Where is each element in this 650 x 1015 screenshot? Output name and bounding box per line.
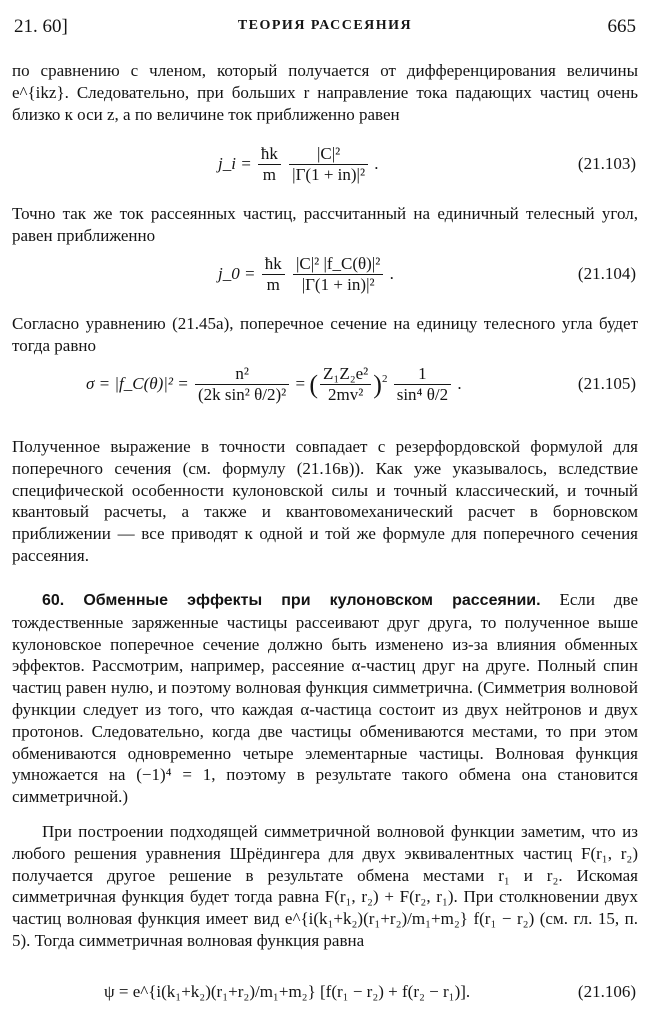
equation-21-104 bbox=[0, 250, 650, 300]
paragraph-5-text: Если две тождественные заряженные частицы рассеивают друг друга, то полученное выше кулоновское поперечное сечение должно быть изменено из-за влияния обменных эффектов. Рассмотрим, например, рассеяние α-частиц друг на друге. Полный спин частиц равен нулю, и поэтому волновая функция симметрична. (Симметрия волновой функции следует из того, что каждая α-частица состоит из двух нейтронов и двух протонов. Следовательно, когда две частицы обмениваются местами, то при этом обмениваются одновременно четыре элементарные частицы. Волновая функция умножается на (−1)⁴ = 1, поэтому в результате такого обмена она становится симметричной.) bbox=[12, 590, 639, 807]
eq105-den3: sin⁴ θ/2 bbox=[394, 384, 451, 405]
equation-21-105-number: (21.105) bbox=[577, 374, 636, 393]
eq105-frac-2 bbox=[320, 364, 371, 406]
running-title: ТЕОРИЯ РАССЕЯНИЯ bbox=[237, 18, 413, 33]
eq105-frac-1 bbox=[195, 364, 289, 406]
eq103-tail: . bbox=[374, 153, 379, 173]
equation-21-103 bbox=[0, 140, 650, 190]
eq103-lhs: j_i = bbox=[218, 153, 252, 173]
eq105-close-paren: ) bbox=[373, 369, 382, 399]
eq105-open-paren: ( bbox=[309, 369, 319, 399]
paragraph-2 bbox=[12, 203, 638, 247]
eq104-den: m bbox=[262, 274, 285, 295]
section-heading-60: 60. Обменные эффекты при кулоновском рассеянии. bbox=[42, 592, 541, 609]
paragraph-4-text: Полученное выражение в точности совпадает с резерфордовской формулой для поперечного сечения (см. формулу (21.16в)). Как уже указывалось, вследствие специфической особенности кулоновской силы и точный классический, и точный квантовый расчеты, а также и квантовомеханический расчет в борновском приближении — все приводят к одной и той же формуле для поперечного сечения рассеяния. bbox=[12, 437, 638, 565]
eq103-num2: |C|² bbox=[316, 144, 341, 163]
eq104-den2: |Γ(1 + in)|² bbox=[293, 274, 383, 295]
equation-21-103-formula bbox=[218, 144, 379, 186]
paragraph-4 bbox=[12, 436, 638, 567]
eq103-den: m bbox=[258, 164, 281, 185]
eq105-mid: = bbox=[295, 373, 306, 393]
eq104-frac-2 bbox=[293, 254, 383, 296]
eq103-frac-1 bbox=[258, 144, 281, 186]
equation-21-104-number: (21.104) bbox=[577, 264, 636, 283]
paragraph-1-text: по сравнению с членом, который получается от дифференцирования величины e^{ikz}. Следовательно, при больших r направление тока падающих частиц очень близко к оси z, а по величине ток приближенно равен bbox=[12, 61, 638, 124]
paragraph-1 bbox=[12, 60, 638, 125]
equation-21-105-formula bbox=[86, 364, 462, 406]
eq104-tail: . bbox=[389, 263, 394, 283]
eq105-num: n² bbox=[235, 364, 249, 383]
paragraph-6-text: При построении подходящей симметричной волновой функции заметим, что из любого решения уравнения Шрёдингера для двух эквивалентных частиц F(r₁, r₂) получается другое решение в результате обмена местами r₁ и r₂. Искомая симметричная функция будет тогда равна F(r₁, r₂) + F(r₂, r₁). При столкновении двух частиц волновая функция имеет вид e^{i(k₁+k₂)(r₁+r₂)/m₁+m₂} f(r₁ − r₂) (см. гл. 15, п. 5). Тогда симметричная волновая функция равна bbox=[12, 822, 638, 950]
eq104-num2: |C|² |f_C(θ)|² bbox=[295, 254, 381, 273]
eq104-num: ħk bbox=[264, 254, 282, 273]
eq103-frac-2 bbox=[289, 144, 368, 186]
equation-21-104-formula bbox=[218, 254, 394, 296]
eq105-lhs: σ = |f_C(θ)|² = bbox=[86, 373, 189, 393]
paragraph-3-text: Согласно уравнению (21.45а), поперечное сечение на единицу телесного угла будет тогда равно bbox=[12, 314, 638, 355]
eq105-frac-3 bbox=[394, 364, 451, 406]
equation-21-105 bbox=[0, 360, 650, 426]
eq105-den: (2k sin² θ/2)² bbox=[195, 384, 289, 405]
eq104-frac-1 bbox=[262, 254, 285, 296]
eq105-square: 2 bbox=[381, 373, 388, 386]
page-number: 665 bbox=[607, 16, 636, 37]
page-reference: 21. 60] bbox=[14, 16, 68, 37]
equation-21-106 bbox=[0, 982, 650, 1010]
paragraph-3 bbox=[12, 313, 638, 357]
eq104-lhs: j_0 = bbox=[218, 263, 256, 283]
eq103-den2: |Γ(1 + in)|² bbox=[289, 164, 368, 185]
paragraph-5 bbox=[12, 589, 638, 808]
eq105-num2: Z₁Z₂e² bbox=[323, 364, 369, 383]
eq105-num3: 1 bbox=[418, 364, 427, 383]
equation-21-106-formula: ψ = e^{i(k₁+k₂)(r₁+r₂)/m₁+m₂} [f(r₁ − r₂) + f(r₂ − r₁)]. bbox=[104, 982, 471, 1001]
paragraph-2-text: Точно так же ток рассеянных частиц, рассчитанный на единичный телесный угол, равен приближенно bbox=[12, 204, 638, 245]
paragraph-6 bbox=[12, 821, 638, 952]
eq103-num: ħk bbox=[260, 144, 278, 163]
eq105-tail: . bbox=[457, 373, 462, 393]
equation-21-103-number: (21.103) bbox=[577, 154, 636, 173]
equation-21-106-number: (21.106) bbox=[577, 982, 636, 1001]
eq105-den2: 2mv² bbox=[320, 384, 371, 405]
running-header bbox=[14, 16, 636, 42]
